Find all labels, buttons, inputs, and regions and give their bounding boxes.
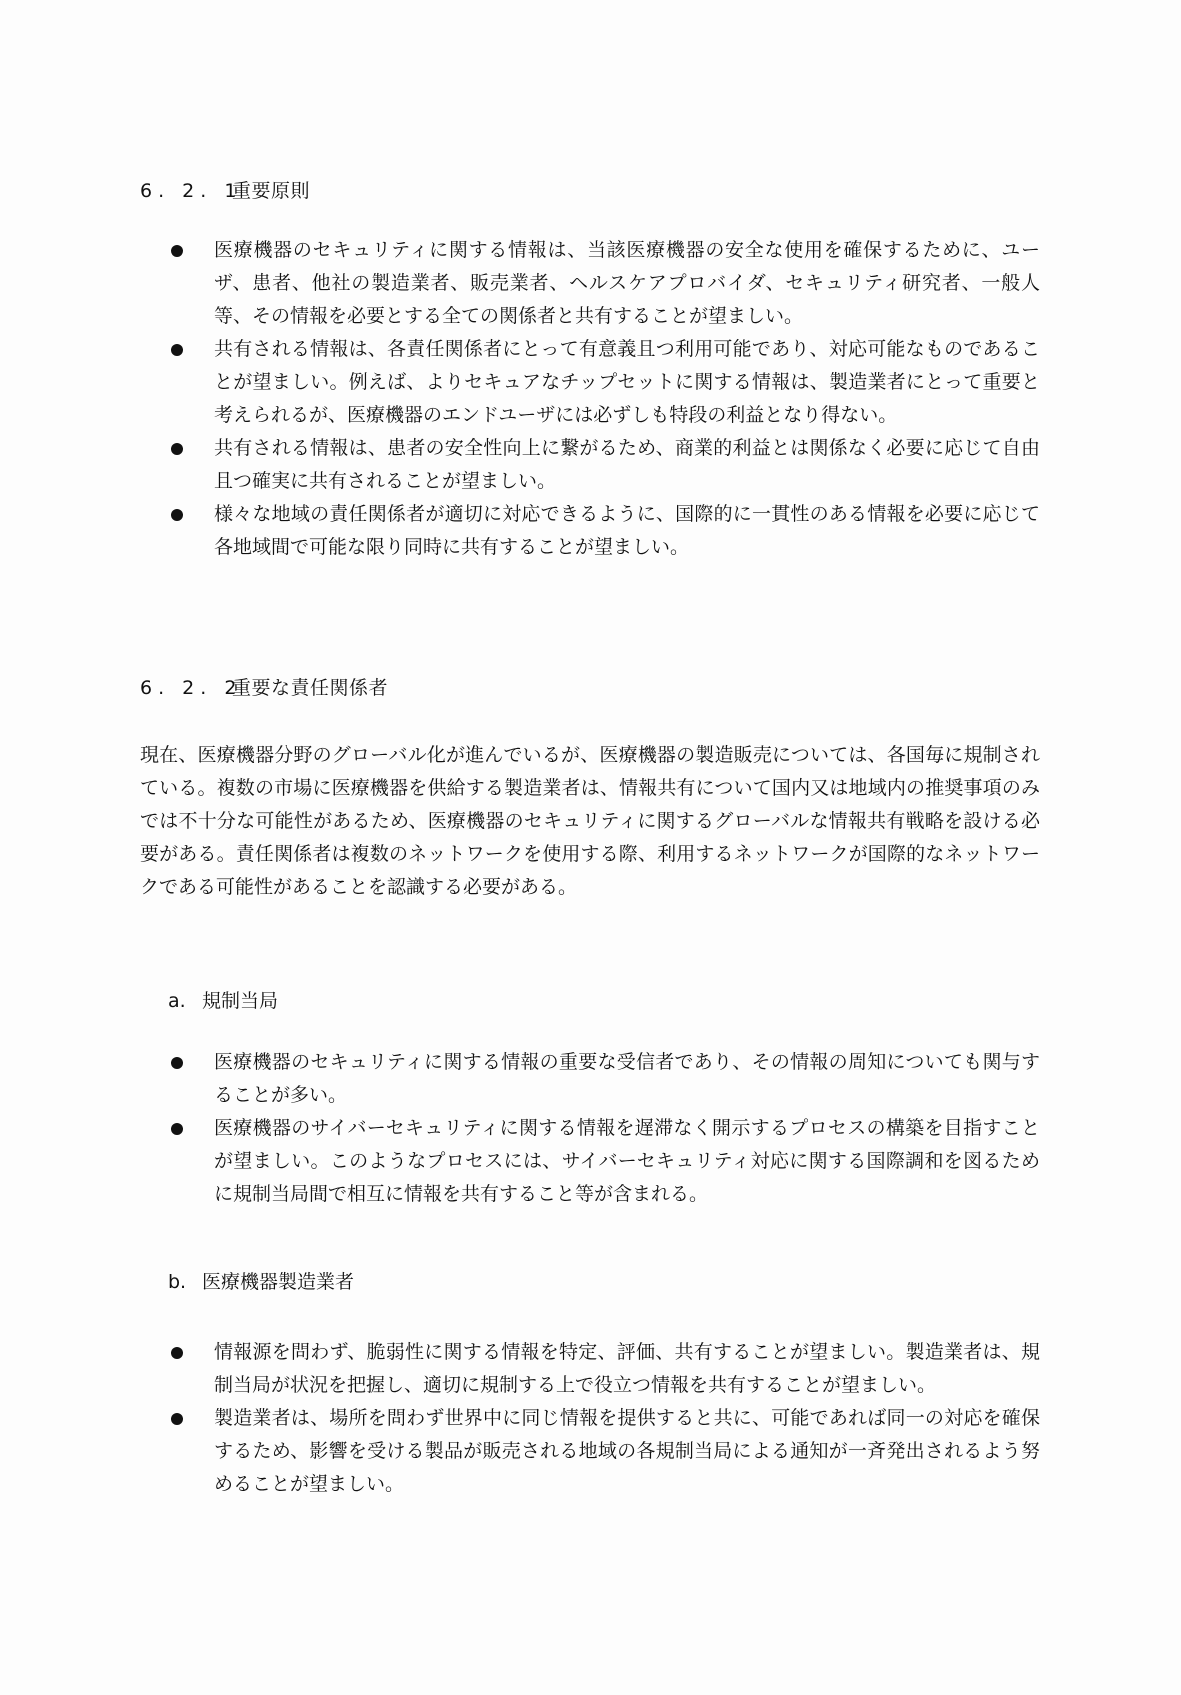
list-item: 医療機器のサイバーセキュリティに関する情報を遅滞なく開示するプロセスの構築を目指すことが望ましい。このようなプロセスには、サイバーセキュリティ対応に関する国際調和を図るために規制当局間で相互に情報を共有すること等が含まれる。 (168, 1112, 1040, 1211)
regulators-list (168, 1046, 1040, 1211)
bullet-icon (171, 443, 183, 455)
section-heading-6-2-1 (140, 179, 310, 203)
body-paragraph: 現在、医療機器分野のグローバル化が進んでいるが、医療機器の製造販売については、各国毎に規制されている。複数の市場に医療機器を供給する製造業者は、情報共有について国内又は地域内の推奨事項のみでは不十分な可能性があるため、医療機器のセキュリティに関するグローバルな情報共有戦略を設ける必要がある。責任関係者は複数のネットワークを使用する際、利用するネットワークが国際的なネットワークである可能性があることを認識する必要がある。 (140, 744, 1040, 898)
bullet-icon (171, 509, 183, 521)
subsection-title: 医療機器製造業者 (202, 1271, 355, 1293)
section-heading-6-2-2 (140, 676, 388, 700)
manufacturers-list (168, 1336, 1040, 1501)
list-item: 様々な地域の責任関係者が適切に対応できるように、国際的に一貫性のある情報を必要に応じて各地域間で可能な限り同時に共有することが望ましい。 (168, 498, 1040, 564)
section-number: 6. 2. 1 (140, 180, 243, 202)
list-item: 情報源を問わず、脆弱性に関する情報を特定、評価、共有することが望ましい。製造業者は、規制当局が状況を把握し、適切に規制する上で役立つ情報を共有することが望ましい。 (168, 1336, 1040, 1402)
subsection-mark: a. (168, 990, 186, 1012)
section-number: 6. 2. 2 (140, 677, 243, 699)
subsection-heading-a (168, 989, 278, 1013)
subsection-mark: b. (168, 1271, 187, 1293)
list-item: 共有される情報は、各責任関係者にとって有意義且つ利用可能であり、対応可能なものであることが望ましい。例えば、よりセキュアなチップセットに関する情報は、製造業者にとって重要と考えられるが、医療機器のエンドユーザには必ずしも特段の利益となり得ない。 (168, 333, 1040, 432)
bullet-icon (171, 1123, 183, 1135)
principles-list (168, 234, 1040, 564)
section-title: 重要な責任関係者 (232, 677, 389, 699)
list-item: 共有される情報は、患者の安全性向上に繋がるため、商業的利益とは関係なく必要に応じて自由且つ確実に共有されることが望ましい。 (168, 432, 1040, 498)
bullet-icon (171, 344, 183, 356)
bullet-icon (171, 1413, 183, 1425)
bullet-icon (171, 245, 183, 257)
bullet-icon (171, 1057, 183, 1069)
list-item: 製造業者は、場所を問わず世界中に同じ情報を提供すると共に、可能であれば同一の対応を確保するため、影響を受ける製品が販売される地域の各規制当局による通知が一斉発出されるよう努めることが望ましい。 (168, 1402, 1040, 1501)
section-title: 重要原則 (232, 180, 311, 202)
list-item: 医療機器のセキュリティに関する情報の重要な受信者であり、その情報の周知についても関与することが多い。 (168, 1046, 1040, 1112)
list-item: 医療機器のセキュリティに関する情報は、当該医療機器の安全な使用を確保するために、ユーザ、患者、他社の製造業者、販売業者、ヘルスケアプロバイダ、セキュリティ研究者、一般人等、その情報を必要とする全ての関係者と共有することが望ましい。 (168, 234, 1040, 333)
subsection-heading-b (168, 1270, 354, 1294)
bullet-icon (171, 1347, 183, 1359)
subsection-title: 規制当局 (202, 990, 279, 1012)
